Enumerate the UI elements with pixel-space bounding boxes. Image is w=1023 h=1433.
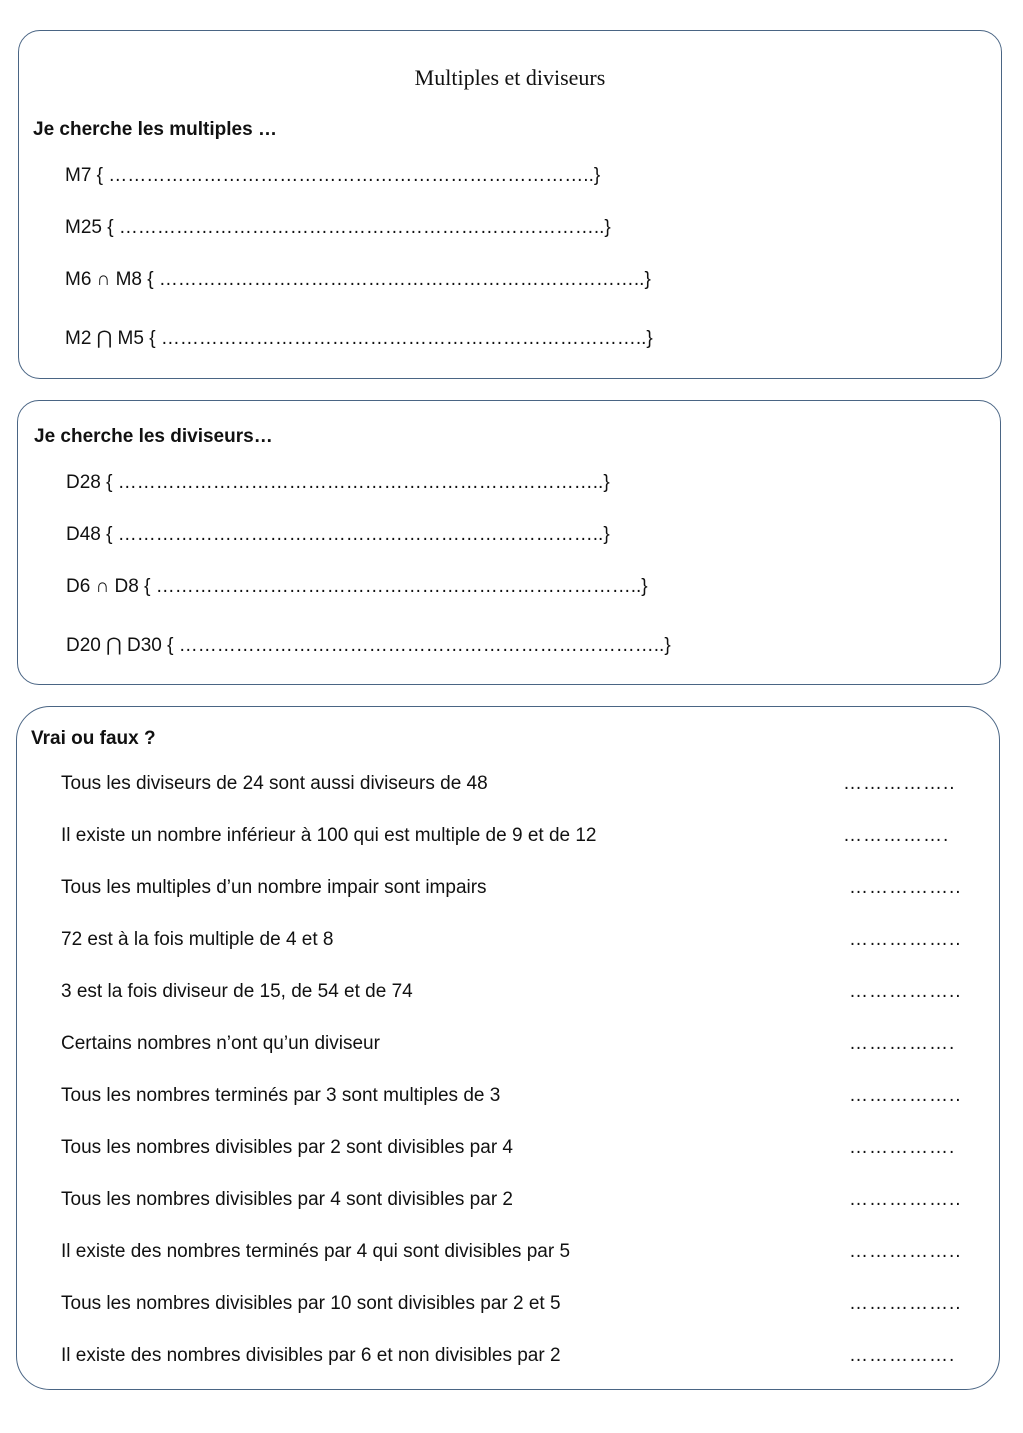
statement-text: Certains nombres n’ont qu’un diviseur: [61, 1033, 380, 1054]
statement-text: Tous les nombres divisibles par 10 sont divisibles par 2 et 5: [61, 1293, 561, 1314]
multiples-heading: Je cherche les multiples …: [33, 119, 277, 140]
statement-text: Tous les nombres terminés par 3 sont multiples de 3: [61, 1085, 501, 1106]
diviseurs-heading: Je cherche les diviseurs…: [34, 426, 273, 447]
answer-blank[interactable]: …………….: [849, 1033, 956, 1054]
statement-text: Il existe des nombres terminés par 4 qui sont divisibles par 5: [61, 1241, 571, 1262]
answer-blank[interactable]: …………….: [849, 1137, 956, 1158]
multiples-line-m2-m5[interactable]: M2 ⋂ M5 { …………………………………………………………………..}: [65, 328, 653, 349]
statement-text: Tous les nombres divisibles par 4 sont divisibles par 2: [61, 1189, 513, 1210]
answer-blank[interactable]: ……………..: [849, 1085, 962, 1106]
diviseurs-line-d20-d30[interactable]: D20 ⋂ D30 { …………………………………………………………………..}: [66, 635, 671, 656]
multiples-line-m25[interactable]: M25 { …………………………………………………………………..}: [65, 217, 611, 238]
answer-blank[interactable]: ……………..: [849, 877, 962, 898]
statement-text: Il existe des nombres divisibles par 6 et non divisibles par 2: [61, 1345, 561, 1366]
statement-text: Tous les multiples d’un nombre impair sont impairs: [61, 877, 487, 898]
answer-blank[interactable]: ……………..: [849, 1189, 962, 1210]
answer-blank[interactable]: ……………..: [843, 773, 956, 794]
vrai-ou-faux-section: [16, 706, 1000, 1390]
multiples-line-m6-m8[interactable]: M6 ∩ M8 { …………………………………………………………………..}: [65, 269, 651, 290]
answer-blank[interactable]: ……………..: [849, 1241, 962, 1262]
answer-blank[interactable]: ……………..: [849, 929, 962, 950]
statement-text: Il existe un nombre inférieur à 100 qui est multiple de 9 et de 12: [61, 825, 597, 846]
answer-blank[interactable]: ……………..: [849, 981, 962, 1002]
worksheet-title: Multiples et diviseurs: [414, 65, 606, 90]
statement-text: 3 est la fois diviseur de 15, de 54 et de 74: [61, 981, 413, 1002]
statement-text: Tous les nombres divisibles par 2 sont divisibles par 4: [61, 1137, 513, 1158]
diviseurs-line-d28[interactable]: D28 { …………………………………………………………………..}: [66, 472, 610, 493]
answer-blank[interactable]: …………….: [849, 1345, 956, 1366]
answer-blank[interactable]: …………….: [843, 825, 950, 846]
answer-blank[interactable]: ……………..: [849, 1293, 962, 1314]
multiples-section: [18, 30, 1002, 379]
multiples-line-m7[interactable]: M7 { …………………………………………………………………..}: [65, 165, 601, 186]
statement-text: Tous les diviseurs de 24 sont aussi diviseurs de 48: [61, 773, 488, 794]
diviseurs-section: [17, 400, 1001, 685]
diviseurs-line-d6-d8[interactable]: D6 ∩ D8 { …………………………………………………………………..}: [66, 576, 648, 597]
diviseurs-line-d48[interactable]: D48 { …………………………………………………………………..}: [66, 524, 610, 545]
vrai-ou-faux-heading: Vrai ou faux ?: [31, 728, 156, 749]
statement-text: 72 est à la fois multiple de 4 et 8: [61, 929, 334, 950]
